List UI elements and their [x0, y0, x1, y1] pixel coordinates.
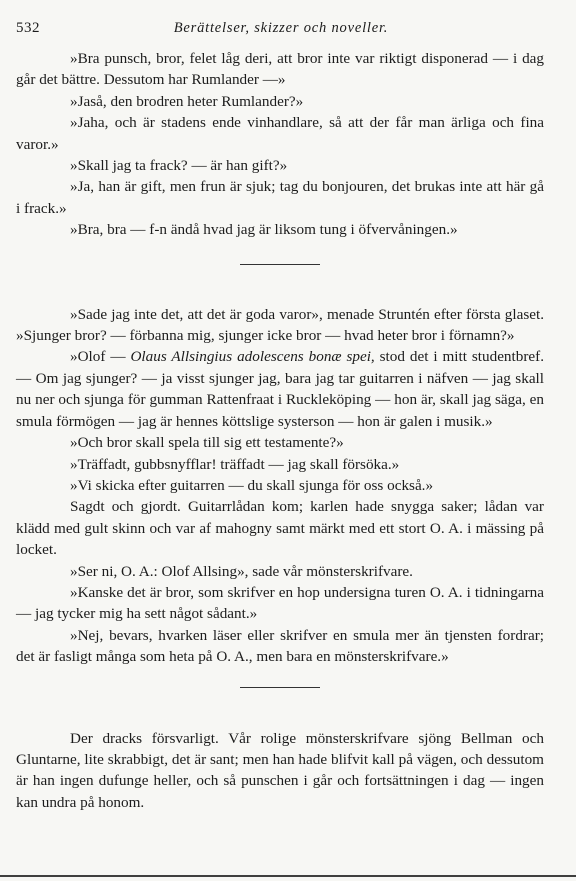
- paragraph: »Sade jag inte det, att det är goda varor», menade Struntén efter första glaset. »Sjunger bror? — förbanna mig, sjunger icke bror — hvad heter bror i förnamn?»: [16, 305, 544, 345]
- paragraph: »Ser ni, O. A.: Olof Allsing», sade vår mönsterskrifvare.: [70, 562, 413, 580]
- paragraph-text: »Olof —: [70, 348, 131, 366]
- section-divider: [240, 687, 320, 688]
- page-body: [16, 48, 544, 813]
- paragraph: »Ja, han är gift, men frun är sjuk; tag du bonjouren, det brukas inte att här gå i frack.»: [16, 178, 544, 217]
- paragraph: Sagdt och gjordt. Guitarrlådan kom; karlen hade snygga saker; lådan var klädd med gult skinn och var af mahogny samt märkt med ett stort O. A. i mässing på locket.: [16, 498, 544, 559]
- paragraph: Der dracks försvarligt. Vår rolige mönsterskrifvare sjöng Bellman och Gluntarne, lite skrabbigt, det är sant; men han hade blifvit kall på vägen, och dessutom är han ingen dufunge heller, och så punschen i går och fortsättningen i dag — ingen kan undra på honom.: [16, 729, 544, 811]
- paragraph: »Och bror skall spela till sig ett testamente?»: [70, 434, 344, 452]
- paragraph: »Skall jag ta frack? — är han gift?»: [70, 157, 288, 175]
- page-number: 532: [16, 20, 40, 36]
- paragraph: [16, 346, 544, 432]
- page-bottom-edge: [0, 875, 576, 877]
- paragraph: »Kanske det är bror, som skrifver en hop undersigna turen O. A. i tidningarna — jag tycker mig ha sett något sådant.»: [16, 583, 544, 623]
- page-header: [16, 20, 546, 42]
- paragraph: »Bra punsch, bror, felet låg deri, att bror inte var riktigt disponerad — i dag går det bättre. Dessutom har Rumlander —»: [16, 50, 544, 89]
- paragraph: »Vi skicka efter guitarren — du skall sjunga för oss också.»: [70, 476, 434, 494]
- paragraph: »Träffadt, gubbsnyfflar! träffadt — jag skall försöka.»: [70, 455, 400, 473]
- paragraph: »Jaså, den brodren heter Rumlander?»: [70, 92, 304, 110]
- running-title: Berättelser, skizzer och noveller.: [173, 20, 389, 36]
- paragraph: »Jaha, och är stadens ende vinhandlare, så att der får man ärliga och fina varor.»: [16, 114, 544, 153]
- paragraph: »Nej, bevars, hvarken läser eller skrifver en smula mer än tjensten fordrar; det är fasligt många som heta på O. A., men bara en mönsterskrifvare.»: [16, 626, 544, 666]
- section-divider: [240, 264, 320, 265]
- paragraph: »Bra, bra — f-n ändå hvad jag är liksom tung i öfvervåningen.»: [70, 221, 458, 239]
- paragraph-text: stod det i mitt studentbref. — Om jag sjunger? — ja visst sjunger jag, bara jag tar guitarren i näfven — jag skall nu ner och sjunga för gumman Rattenfraat i Ruckleköping — hon är, skall jag säga, en smula förmögen — jag är hennes köttslige systerson — hon är galen i musik.»: [16, 348, 544, 430]
- latin-phrase: Olaus Allsingius adolescens bonæ spei,: [130, 348, 375, 366]
